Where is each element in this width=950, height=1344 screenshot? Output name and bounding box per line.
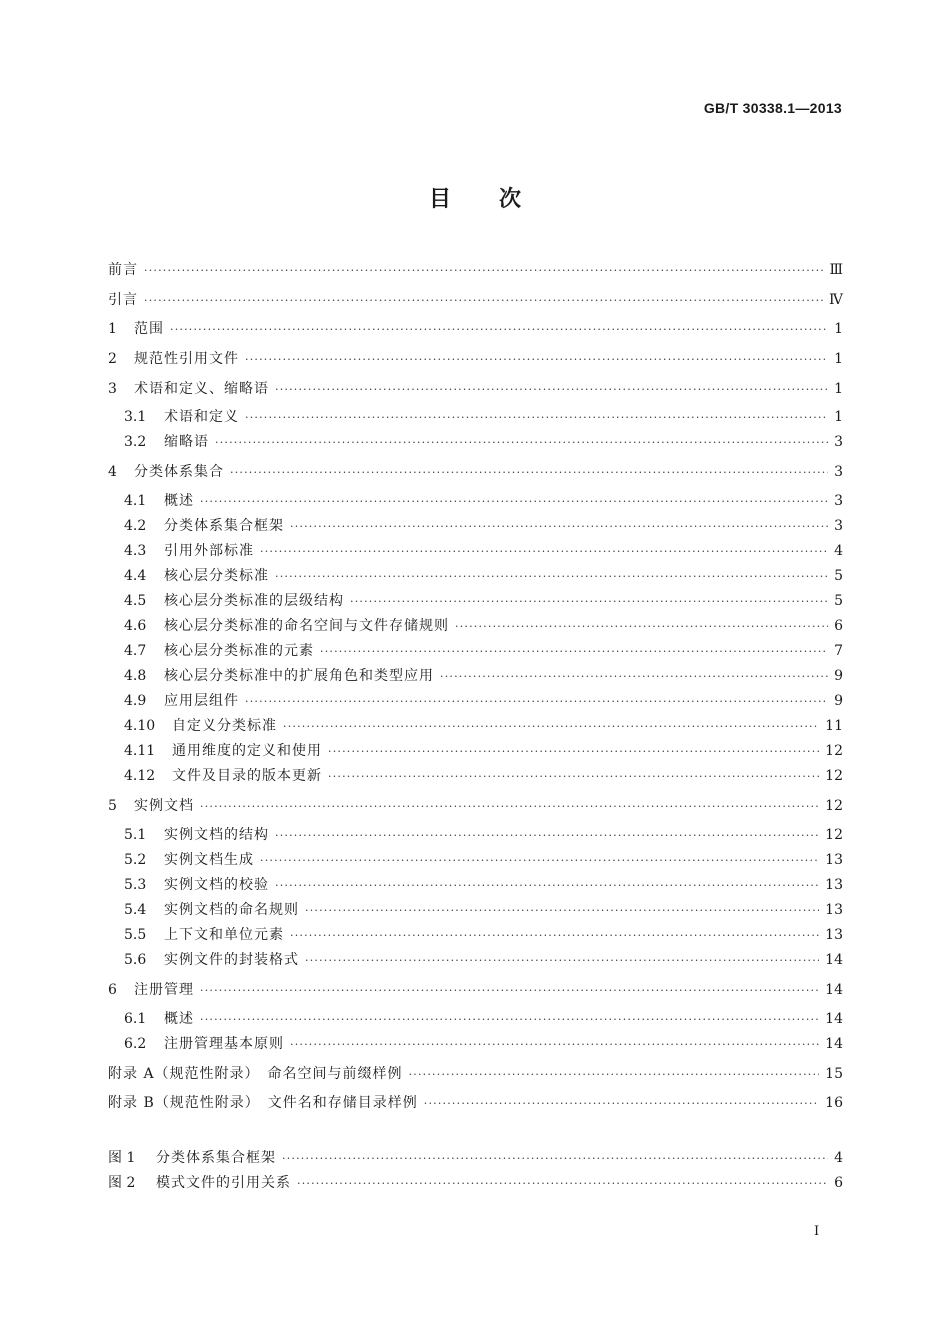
- toc-entry-label: 引言: [108, 292, 138, 308]
- toc-entry[interactable]: [108, 540, 843, 562]
- toc-entry-page: 9: [834, 668, 843, 684]
- toc-entry-page: 1: [834, 321, 843, 337]
- toc-entry-number: 5.3: [124, 877, 147, 893]
- toc-entry-number: 3: [108, 381, 117, 397]
- dot-leader: [305, 950, 819, 972]
- toc-entry-label: 前言: [108, 262, 138, 278]
- toc-entry[interactable]: [108, 765, 843, 787]
- toc-entry-page: 14: [825, 1036, 843, 1052]
- dot-leader: [440, 666, 828, 688]
- dot-leader: [282, 1148, 828, 1170]
- toc-entry[interactable]: [108, 1033, 843, 1055]
- dot-leader: [200, 491, 828, 513]
- toc-entry-page: 1: [834, 381, 843, 397]
- toc-entry[interactable]: [108, 899, 843, 921]
- dot-leader: [328, 766, 819, 788]
- toc-entry-page: 14: [825, 952, 843, 968]
- toc-entry[interactable]: [108, 590, 843, 612]
- toc-entry-number: 3.1: [124, 409, 147, 425]
- toc-entry-number: 4.10: [124, 718, 156, 734]
- dot-leader: [245, 349, 828, 371]
- toc-entry-label: 核心层分类标准: [164, 568, 269, 584]
- toc-entry-label: 核心层分类标准的命名空间与文件存储规则: [164, 618, 449, 634]
- dot-leader: [297, 1173, 828, 1195]
- toc-entry[interactable]: [108, 1063, 843, 1085]
- toc-entry-label: 注册管理基本原则: [164, 1036, 284, 1052]
- toc-entry-number: 5.6: [124, 952, 147, 968]
- toc-entry-label: 分类体系集合: [134, 464, 224, 480]
- dot-leader: [290, 516, 828, 538]
- dot-leader: [409, 1064, 820, 1086]
- dot-leader: [260, 541, 828, 563]
- toc-entry-label: 实例文档的结构: [164, 827, 269, 843]
- toc-entry-label: 自定义分类标准: [172, 718, 277, 734]
- page-title: 目次: [428, 186, 569, 212]
- dot-leader: [200, 796, 819, 818]
- toc-entry-number: 6.2: [124, 1036, 147, 1052]
- toc-entry[interactable]: [108, 1092, 843, 1114]
- toc-entry-label: 术语和定义、缩略语: [134, 381, 269, 397]
- toc-entry-page: 12: [825, 768, 843, 784]
- toc-entry-number: 5: [108, 798, 117, 814]
- toc-entry[interactable]: [108, 924, 843, 946]
- dot-leader: [320, 641, 828, 663]
- toc-entry-page: 14: [825, 1011, 843, 1027]
- dot-leader: [245, 407, 828, 429]
- toc-entry-page: 3: [834, 518, 843, 534]
- toc-entry[interactable]: [108, 515, 843, 537]
- toc-entry-number: 4.3: [124, 543, 147, 559]
- figure-page: 4: [834, 1150, 843, 1166]
- page-number: I: [814, 1224, 820, 1239]
- dot-leader: [290, 925, 819, 947]
- dot-leader: [200, 1009, 819, 1031]
- toc-entry-number: 4.4: [124, 568, 147, 584]
- dot-leader: [350, 591, 828, 613]
- toc-entry-page: 5: [834, 568, 843, 584]
- toc-entry-page: 12: [825, 798, 843, 814]
- toc-entry-number: 4.5: [124, 593, 147, 609]
- toc-entry-number: 4: [108, 464, 117, 480]
- toc-entry-page: 13: [825, 852, 843, 868]
- dot-leader: [215, 432, 828, 454]
- toc-entry-number: 5.5: [124, 927, 147, 943]
- toc-entry[interactable]: [108, 348, 843, 370]
- toc-entry-label: 实例文档生成: [164, 852, 254, 868]
- toc-entry-number: 4.2: [124, 518, 147, 534]
- toc-entry[interactable]: [108, 406, 843, 428]
- dot-leader: [275, 875, 819, 897]
- toc-entry-label: 上下文和单位元素: [164, 927, 284, 943]
- toc-entry-number: 1: [108, 321, 117, 337]
- toc-entry-page: 3: [834, 493, 843, 509]
- toc-entry-page: 15: [825, 1066, 843, 1082]
- toc-entry[interactable]: [108, 318, 843, 340]
- dot-leader: [455, 616, 828, 638]
- toc-entry[interactable]: [108, 979, 843, 1001]
- toc-entry-label: 实例文件的封装格式: [164, 952, 299, 968]
- dot-leader: [305, 900, 819, 922]
- toc-entry-number: 3.2: [124, 434, 147, 450]
- toc-entry-number: 6.1: [124, 1011, 147, 1027]
- standard-code: GB/T 30338.1—2013: [703, 100, 842, 116]
- figure-number: 图 2: [108, 1175, 136, 1191]
- toc-entry[interactable]: [108, 949, 843, 971]
- toc-entry-number: 4.8: [124, 668, 147, 684]
- toc-entry-number: 5.4: [124, 902, 147, 918]
- toc-entry[interactable]: [108, 690, 843, 712]
- dot-leader: [200, 980, 819, 1002]
- dot-leader: [275, 825, 819, 847]
- toc-entry-page: 1: [834, 409, 843, 425]
- toc-entry-label: 核心层分类标准的元素: [164, 643, 314, 659]
- toc-entry[interactable]: [108, 715, 843, 737]
- toc-entry-label: 附录 B（规范性附录） 文件名和存储目录样例: [108, 1095, 418, 1111]
- dot-leader: [275, 566, 828, 588]
- toc-entry-label: 缩略语: [164, 434, 209, 450]
- toc-entry-number: 2: [108, 351, 117, 367]
- toc-entry-page: 1: [834, 351, 843, 367]
- toc-entry-page: 3: [834, 464, 843, 480]
- figure-page: 6: [834, 1175, 843, 1191]
- toc-entry-page: 6: [834, 618, 843, 634]
- toc-entry-label: 术语和定义: [164, 409, 239, 425]
- toc-entry-page: 5: [834, 593, 843, 609]
- toc-entry-label: 实例文档的命名规则: [164, 902, 299, 918]
- toc-entry-label: 实例文档: [134, 798, 194, 814]
- toc-entry[interactable]: [108, 1008, 843, 1030]
- toc-entry[interactable]: [108, 565, 843, 587]
- dot-leader: [290, 1034, 819, 1056]
- toc-entry[interactable]: [108, 378, 843, 400]
- toc-entry-number: 4.7: [124, 643, 147, 659]
- dot-leader: [245, 691, 828, 713]
- toc-entry-page: 12: [825, 827, 843, 843]
- dot-leader: [283, 716, 819, 738]
- toc-entry[interactable]: [108, 615, 843, 637]
- toc-entry-page: 9: [834, 693, 843, 709]
- toc-entry-number: 4.6: [124, 618, 147, 634]
- toc-entry-label: 引用外部标准: [164, 543, 254, 559]
- toc-entry-number: 6: [108, 982, 117, 998]
- toc-entry-page: 7: [834, 643, 843, 659]
- toc-entry[interactable]: [108, 490, 843, 512]
- toc-entry-label: 核心层分类标准中的扩展角色和类型应用: [164, 668, 434, 684]
- figure-list-entry[interactable]: [108, 1147, 843, 1169]
- toc-entry[interactable]: [108, 431, 843, 453]
- toc-entry-label: 分类体系集合框架: [164, 518, 284, 534]
- toc-entry-page: 13: [825, 877, 843, 893]
- dot-leader: [424, 1093, 819, 1115]
- toc-entry-page: 14: [825, 982, 843, 998]
- toc-entry[interactable]: [108, 289, 843, 311]
- dot-leader: [144, 290, 823, 312]
- toc-entry[interactable]: [108, 640, 843, 662]
- toc-entry-label: 范围: [134, 321, 164, 337]
- toc-entry-page: 16: [825, 1095, 843, 1111]
- toc-entry-label: 实例文档的校验: [164, 877, 269, 893]
- toc-entry-label: 规范性引用文件: [134, 351, 239, 367]
- figure-list-entry[interactable]: [108, 1172, 843, 1194]
- toc-entry-page: Ⅲ: [829, 262, 843, 278]
- toc-entry-page: 4: [834, 543, 843, 559]
- figure-label: 分类体系集合框架: [156, 1150, 276, 1166]
- toc-entry-page: Ⅳ: [829, 292, 843, 308]
- toc-entry-page: 11: [825, 718, 843, 734]
- toc-entry-number: 4.12: [124, 768, 156, 784]
- toc-entry[interactable]: [108, 461, 843, 483]
- figure-number: 图 1: [108, 1150, 136, 1166]
- toc-entry[interactable]: [108, 259, 843, 281]
- toc-entry[interactable]: [108, 849, 843, 871]
- toc-entry-page: 13: [825, 902, 843, 918]
- toc-entry-number: 4.1: [124, 493, 147, 509]
- toc-entry-label: 概述: [164, 493, 194, 509]
- toc-entry-label: 概述: [164, 1011, 194, 1027]
- dot-leader: [144, 260, 823, 282]
- toc-entry[interactable]: [108, 874, 843, 896]
- dot-leader: [230, 462, 828, 484]
- toc-entry[interactable]: [108, 795, 843, 817]
- dot-leader: [275, 379, 828, 401]
- toc-entry-label: 通用维度的定义和使用: [172, 743, 322, 759]
- toc-entry-page: 3: [834, 434, 843, 450]
- toc-entry[interactable]: [108, 824, 843, 846]
- toc-entry-page: 13: [825, 927, 843, 943]
- toc-entry[interactable]: [108, 665, 843, 687]
- toc-entry-number: 4.11: [124, 743, 156, 759]
- toc-entry-number: 5.1: [124, 827, 147, 843]
- toc-entry[interactable]: [108, 740, 843, 762]
- toc-entry-label: 应用层组件: [164, 693, 239, 709]
- toc-entry-label: 附录 A（规范性附录） 命名空间与前缀样例: [108, 1066, 403, 1082]
- toc-entry-page: 12: [825, 743, 843, 759]
- toc-entry-label: 注册管理: [134, 982, 194, 998]
- dot-leader: [170, 319, 828, 341]
- figure-label: 模式文件的引用关系: [156, 1175, 291, 1191]
- toc-entry-label: 核心层分类标准的层级结构: [164, 593, 344, 609]
- toc-entry-label: 文件及目录的版本更新: [172, 768, 322, 784]
- dot-leader: [260, 850, 819, 872]
- dot-leader: [328, 741, 819, 763]
- toc-entry-number: 5.2: [124, 852, 147, 868]
- toc-entry-number: 4.9: [124, 693, 147, 709]
